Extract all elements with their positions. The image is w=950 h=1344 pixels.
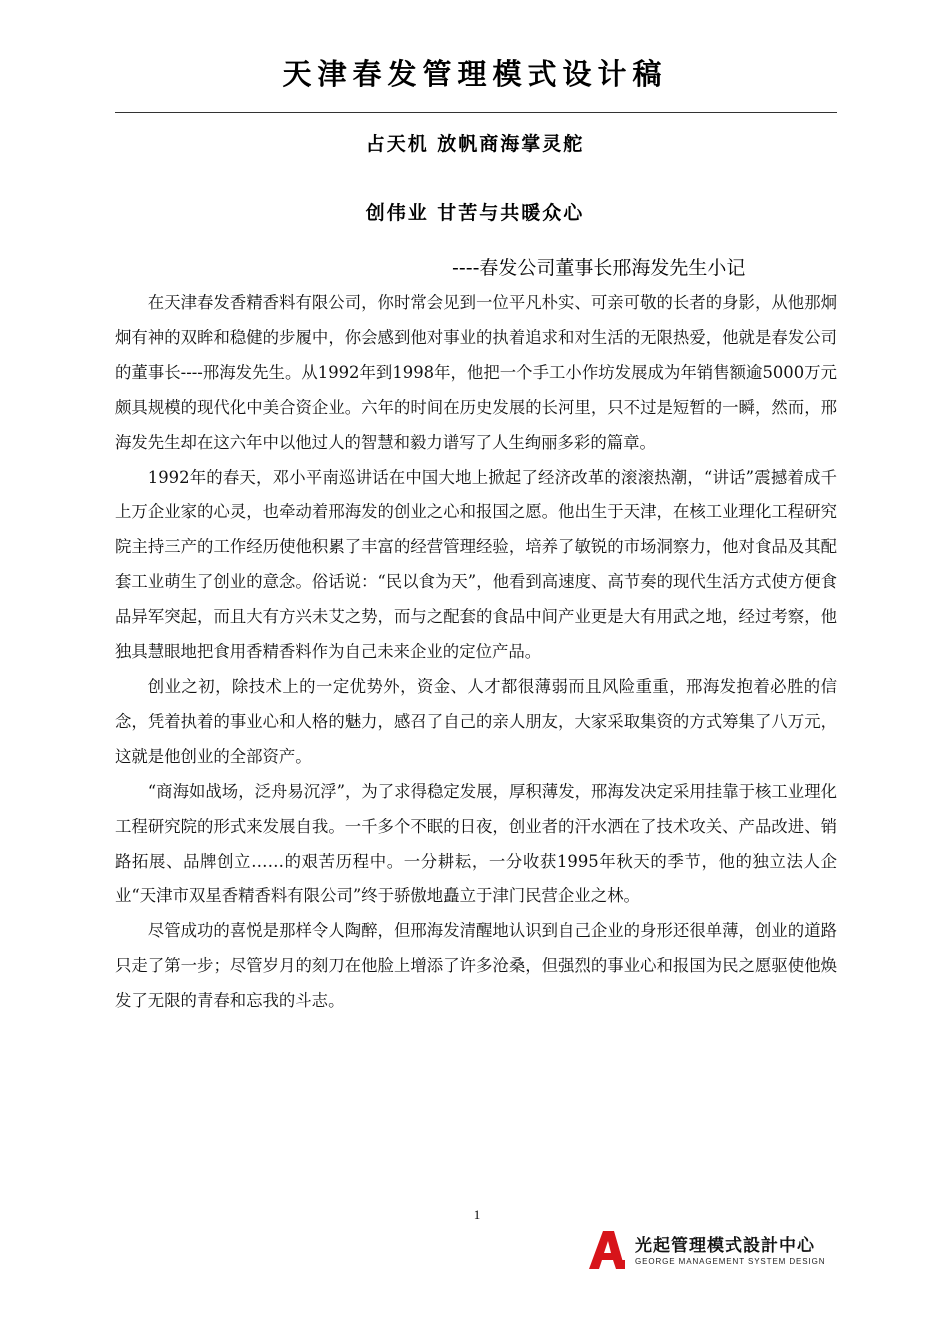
article-body	[115, 286, 837, 1019]
company-logo	[587, 1230, 842, 1272]
title-divider	[115, 112, 837, 113]
paragraph: 尽管成功的喜悦是那样令人陶醉，但邢海发清醒地认识到自己企业的身形还很单薄，创业的道路只走了第一步；尽管岁月的刻刀在他脸上增添了许多沧桑，但强烈的事业心和报国为民之愿驱使他焕发了无限的青春和忘我的斗志。	[115, 921, 837, 1011]
paragraph: 创业之初，除技术上的一定优势外，资金、人才都很薄弱而且风险重重，邢海发抱着必胜的信念，凭着执着的事业心和人格的魅力，感召了自己的亲人朋友，大家采取集资的方式筹集了八万元，这就是他创业的全部资产。	[115, 676, 837, 766]
subtitle-1: 占天机 放帆商海掌灵舵	[365, 133, 585, 155]
paragraph: “商海如战场，泛舟易沉浮”，为了求得稳定发展，厚积薄发，邢海发决定采用挂靠于核工业理化工程研究院的形式来发展自我。一千多个不眠的日夜，创业者的汗水洒在了技术攻关、产品改进、销路拓展、品牌创立……的艰苦历程中。一分耕耘，一分收获1995年秋天的季节，他的独立法人企业“天津市双星香精香料有限公司”终于骄傲地矗立于津门民营企业之林。	[115, 781, 837, 906]
paragraph: 1992年的春天，邓小平南巡讲话在中国大地上掀起了经济改革的滚滚热潮，“讲话”震撼着成千上万企业家的心灵，也牵动着邢海发的创业之心和报国之愿。他出生于天津，在核工业理化工程研究院主持三产的工作经历使他积累了丰富的经营管理经验，培养了敏锐的市场洞察力，他对食品及其配套工业萌生了创业的意念。俗话说：“民以食为天”，他看到高速度、高节奏的现代生活方式使方便食品异军突起，而且大有方兴未艾之势，而与之配套的食品中间产业更是大有用武之地，经过考察，他独具慧眼地把食用香精香料作为自己未来企业的定位产品。	[115, 467, 837, 662]
document-title: 天津春发管理模式设计稿	[282, 57, 668, 91]
page-number: 1	[473, 1207, 481, 1222]
logo-english-name: GEORGE MANAGEMENT SYSTEM DESIGN	[635, 1257, 826, 1266]
paragraph: 在天津春发香精香料有限公司，你时常会见到一位平凡朴实、可亲可敬的长者的身影，从他那炯炯有神的双眸和稳健的步履中，你会感到他对事业的执着追求和对生活的无限热爱，他就是春发公司的董事长----邢海发先生。从1992年到1998年，他把一个手工小作坊发展成为年销售额逾5000万元颇具规模的现代化中美合资企业。六年的时间在历史发展的长河里，只不过是短暂的一瞬，然而，邢海发先生却在这六年中以他过人的智慧和毅力谱写了人生绚丽多彩的篇章。	[115, 293, 837, 452]
subtitle-2: 创伟业 甘苦与共暖众心	[365, 202, 585, 224]
logo-a-mark-icon	[587, 1230, 627, 1270]
logo-chinese-name: 光起管理模式設計中心	[635, 1236, 815, 1256]
byline: ----春发公司董事长邢海发先生小记	[452, 257, 746, 279]
